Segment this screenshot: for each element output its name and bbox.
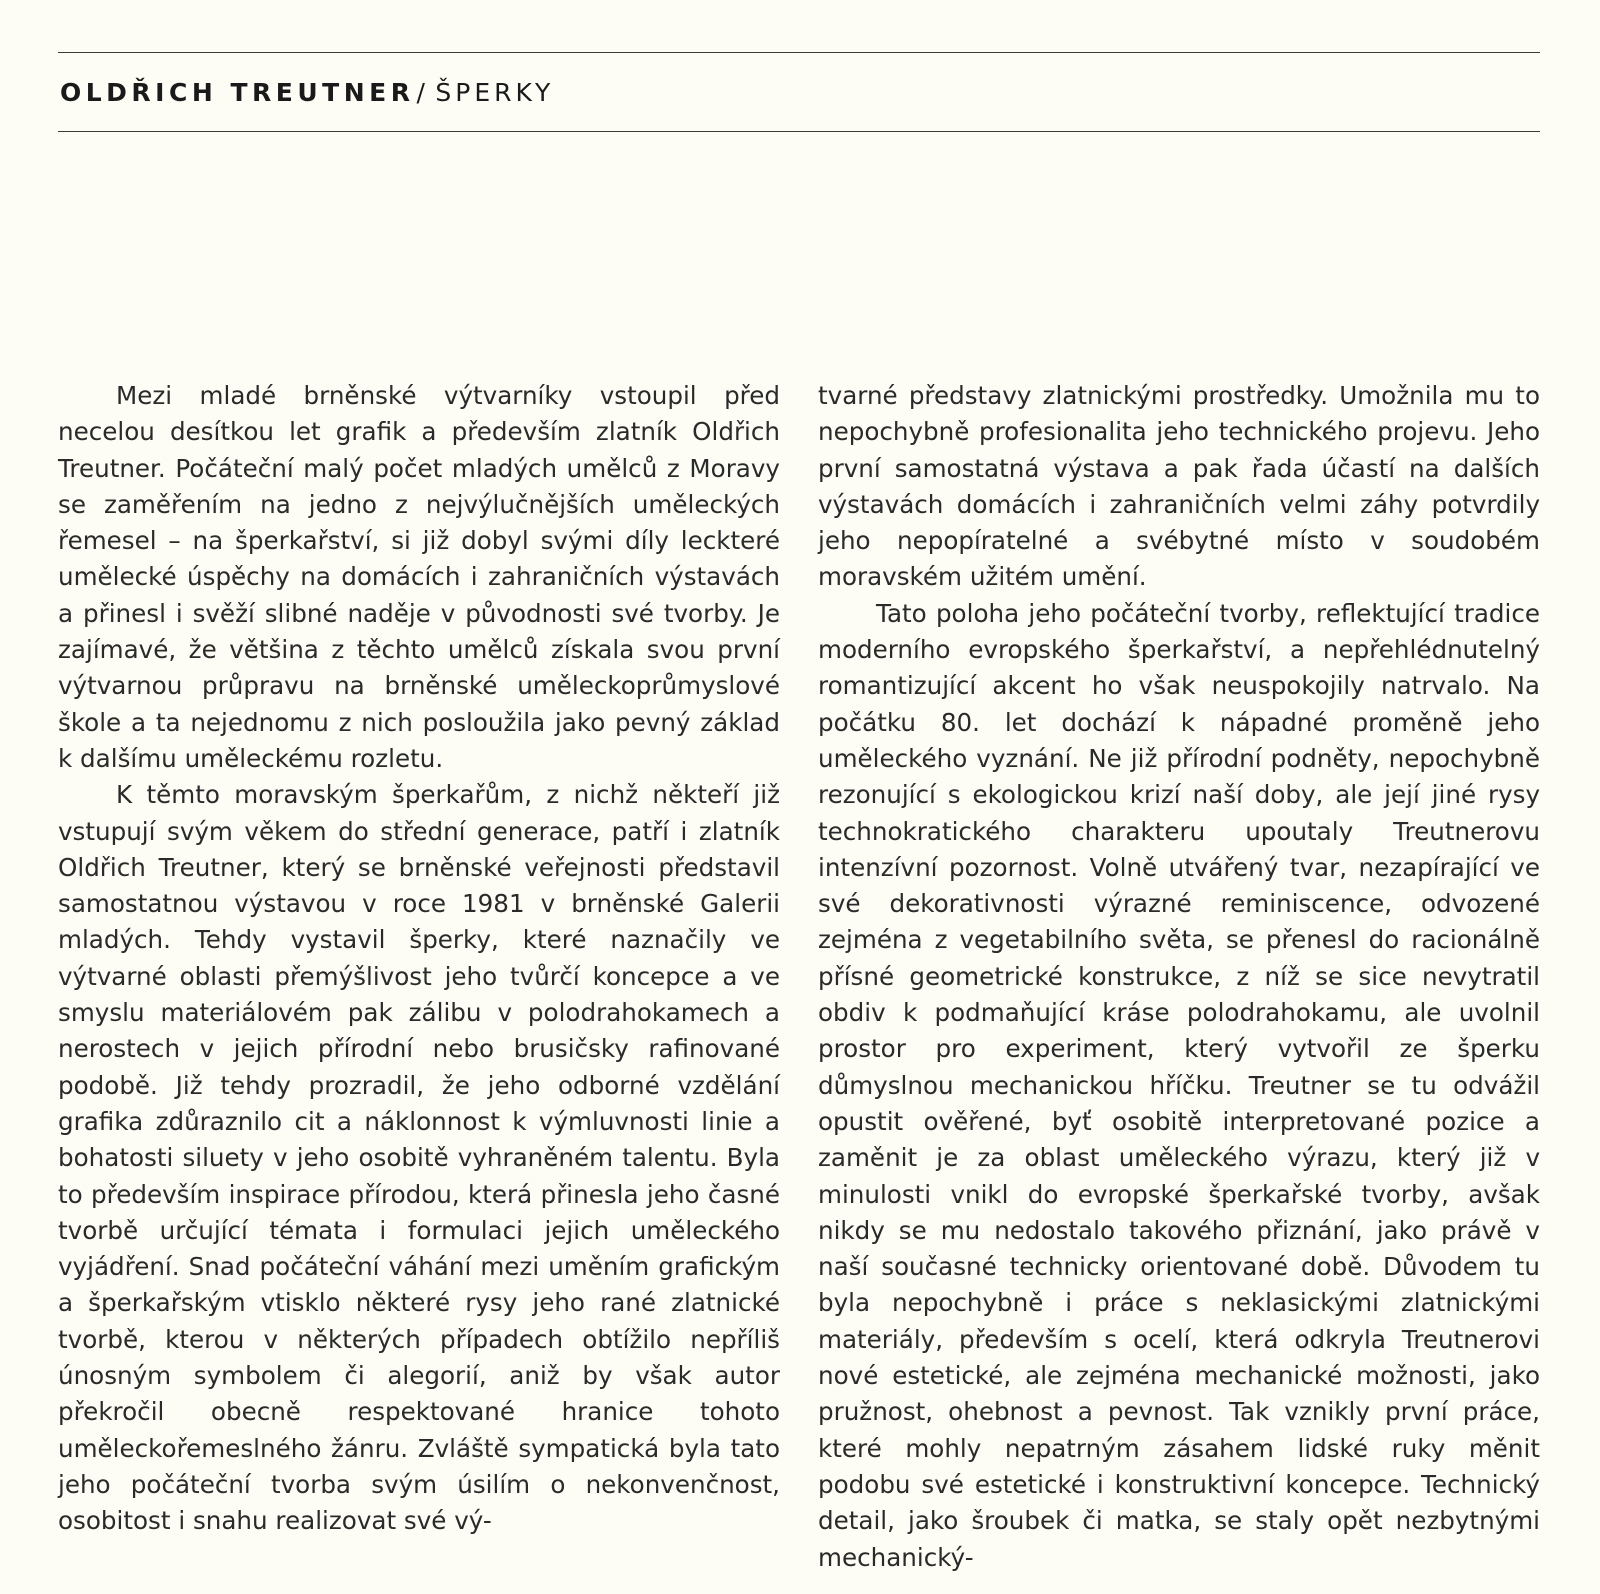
paragraph-continued: tvarné představy zlatnickými prostředky. Umožnila mu to nepochybně profesionalita jeho technického projevu. Jeho první samostatná výstava a pak řada účastí na dalších výstavách domácích i zahraničních velmi záhy potvrdily jeho nepopíratelné a svébytné místo v soudobém moravském užitém umění.: [818, 381, 1540, 592]
header-author: OLDŘICH TREUTNER: [60, 78, 415, 107]
header-separator: /: [416, 78, 430, 107]
header-subject: ŠPERKY: [435, 78, 555, 107]
top-rule: [58, 52, 1540, 53]
paragraph: Tato poloha jeho počáteční tvorby, reflektující tradice moderního evropského šperkařství, a nepřehlédnutelný romantizující akcent ho však neuspokojily natrvalo. Na počátku 80. let dochází k nápadné proměně jeho uměleckého vyznání. Ne již přírodní podněty, nepochybně rezonující s ekologickou krizí naší doby, ale její jiné rysy technokratického charakteru upoutaly Treutnerovu intenzívní pozornost. Volně utvářený tvar, nezapírající ve své dekorativnosti výrazné reminiscence, odvozené zejména z vegetabilního světa, se přenesl do racionálně přísné geometrické konstrukce, z níž se sice nevytratil obdiv k podmaňující kráse polodrahokamu, ale uvolnil prostor pro experiment, který vytvořil ze šperku důmyslnou mechanickou hříčku. Treutner se tu odvážil opustit ověřené, byť osobitě interpretované pozice a zaměnit je za oblast uměleckého výrazu, který již v minulosti vnikl do evropské šperkařské tvorby, avšak nikdy se mu nedostalo takového přiznání, jako právě v naší současné technicky orientované době. Důvodem tu byla nepochybně i práce s neklasickými zlatnickými materiály, především s ocelí, která odkryla Treutnerovi nové estetické, ale zejména mechanické možnosti, jako pružnost, ohebnost a pevnost. Tak vznikly první práce, které mohly nepatrným zásahem lidské ruky měnit podobu své estetické i konstruktivní koncepce. Technický detail, jako šroubek či matka, se staly opět nezbytnými mechanický-: [818, 598, 1540, 1572]
header-underline-rule: [58, 131, 1540, 132]
page-header: [60, 78, 554, 107]
left-text-column: [58, 378, 780, 1540]
paragraph: K těmto moravským šperkařům, z nichž někteří již vstupují svým věkem do střední generace, patří i zlatník Oldřich Treutner, který se brněnské veřejnosti představil samostatnou výstavou v roce 1981 v brněnské Galerii mladých. Tehdy vystavil šperky, které naznačily ve výtvarné oblasti přemýšlivost jeho tvůrčí koncepce a ve smyslu materiálovém pak zálibu v polodrahokamech a nerostech v jejich přírodní nebo brusičsky rafinované podobě. Již tehdy prozradil, že jeho odborné vzdělání grafika zdůraznilo cit a náklonnost k výmluvnosti linie a bohatosti siluety v jeho osobitě vyhraněném talentu. Byla to především inspirace přírodou, která přinesla jeho časné tvorbě určující témata i formulaci jejich uměleckého vyjádření. Snad počáteční váhání mezi uměním grafickým a šperkařským vtisklo některé rysy jeho rané zlatnické tvorbě, kterou v některých případech obtížilo nepříliš únosným symbolem či alegorií, aniž by však autor překročil obecně respektované hranice tohoto uměleckořemeslného žánru. Zvláště sympatická byla tato jeho počáteční tvorba svým úsilím o nekonvenčnost, osobitost i snahu realizovat své vý-: [58, 780, 780, 1536]
paragraph: Mezi mladé brněnské výtvarníky vstoupil před necelou desítkou let grafik a především zlatník Oldřich Treutner. Počáteční malý počet mladých umělců z Moravy se zaměřením na jedno z nejvýlučnějších uměleckých řemesel – na šperkařství, si již dobyl svými díly leckteré umělecké úspěchy na domácích i zahraničních výstavách a přinesl i svěží slibné naděje v původnosti své tvorby. Je zajímavé, že většina z těchto umělců získala svou první výtvarnou průpravu na brněnské uměleckoprůmyslové škole a ta nejednomu z nich posloužila jako pevný základ k dalšímu uměleckému rozletu.: [58, 381, 780, 773]
right-text-column: [818, 378, 1540, 1576]
